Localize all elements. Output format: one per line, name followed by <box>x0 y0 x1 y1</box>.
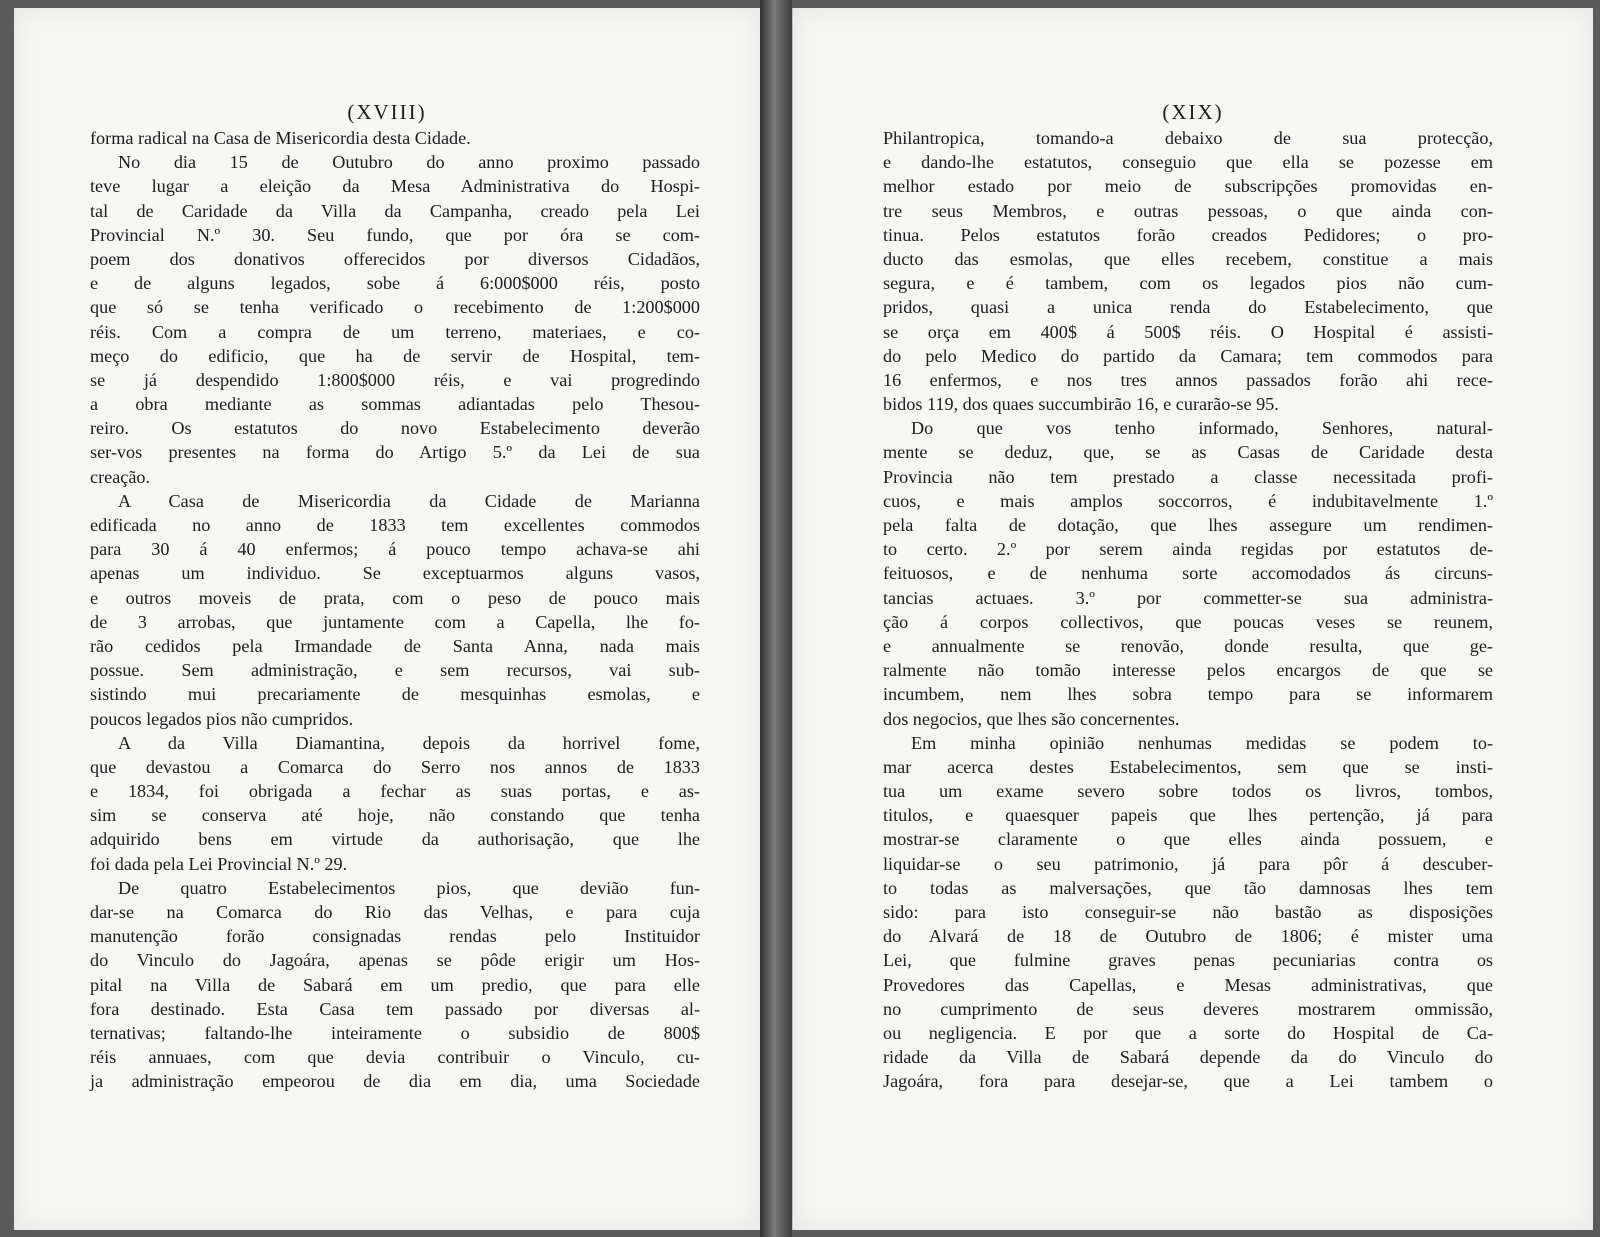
text-line: Philantropica, tomando-a debaixo de sua protecção, <box>883 128 1493 148</box>
text-line: ja administração empeorou de dia em dia, uma Sociedade <box>90 1071 700 1092</box>
text-line: a obra mediante as sommas adiantadas pelo Thesou- <box>90 394 700 415</box>
text-line: fora destinado. Esta Casa tem passado por diversas al- <box>90 998 700 1019</box>
text-line: sistindo mui precariamente de mesquinhas esmolas, e <box>90 684 700 705</box>
text-line: ridade da Villa de Sabará depende da do Vinculo do <box>883 1047 1493 1068</box>
text-line: do Vinculo do Jagoára, apenas se pôde erigir um Hos- <box>90 950 700 971</box>
text-line: réis annuaes, com que devia contribuir o Vinculo, cu- <box>90 1047 700 1068</box>
text-line: e 1834, foi obrigada a fechar as suas portas, e as- <box>90 781 700 802</box>
text-line: rão cedidos pela Irmandade de Santa Anna, nada mais <box>90 635 700 656</box>
text-line: Provincial N.º 30. Seu fundo, que por óra se com- <box>90 224 700 245</box>
text-line: ser-vos presentes na forma do Artigo 5.º da Lei de sua <box>90 442 700 463</box>
text-line: mente se deduz, que, se as Casas de Caridade desta <box>883 442 1493 463</box>
text-line: manutenção forão consignadas rendas pelo Instituidor <box>90 926 700 947</box>
text-line: edificada no anno de 1833 tem excellentes commodos <box>90 515 700 535</box>
text-line: mostrar-se claramente o que elles ainda possuem, e <box>883 829 1493 850</box>
text-line: e annualmente se renovão, donde resulta, que ge- <box>883 635 1493 656</box>
text-line: Jagoára, fora para desejar-se, que a Lei tambem o <box>883 1071 1493 1092</box>
text-line: de 3 arrobas, que juntamente com a Capella, lhe fo- <box>90 611 700 632</box>
text-line: bidos 119, dos quaes succumbirão 16, e curarão-se 95. <box>883 394 1279 415</box>
text-line: Provincia não tem prestado a classe necessitada profi- <box>883 466 1493 487</box>
text-line: e dando-lhe estatutos, conseguio que ella se pozesse em <box>883 152 1493 173</box>
text-line: ralmente não tomão interesse pelos encargos de que se <box>883 660 1493 681</box>
text-line: segura, e é tambem, com os legados pios não cum- <box>883 273 1493 294</box>
text-line: mar acerca destes Estabelecimentos, sem que se insti- <box>883 756 1493 777</box>
text-line: tinua. Pelos estatutos forão creados Pedidores; o pro- <box>883 224 1493 245</box>
page-number-left: (XVIII) <box>347 100 427 124</box>
text-line: ternativas; faltando-lhe inteiramente o subsidio de 800$ <box>90 1022 700 1043</box>
text-line: ção á corpos collectivos, que poucas veses se reunem, <box>883 611 1493 632</box>
text-line: Em minha opinião nenhumas medidas se podem to- <box>911 732 1493 753</box>
text-line: se orça em 400$ á 500$ réis. O Hospital é assisti- <box>883 321 1493 342</box>
text-line: incumbem, nem lhes sobra tempo para se informarem <box>883 684 1493 705</box>
text-line: dos negocios, que lhes são concernentes. <box>883 708 1180 729</box>
text-line: Lei, que fulmine graves penas pecuniarias contra os <box>883 950 1493 971</box>
text-line: to certo. 2.º por serem ainda regidas por estatutos de- <box>883 539 1493 560</box>
right-page-body <box>883 126 1493 1094</box>
text-line: e outros moveis de prata, com o peso de pouco mais <box>90 587 700 608</box>
text-line: Provedores das Capellas, e Mesas administrativas, que <box>883 974 1493 995</box>
book-gutter <box>760 0 792 1237</box>
text-line: possue. Sem administração, e sem recursos, vai sub- <box>90 660 700 681</box>
text-line: que só se tenha verificado o recebimento de 1:200$000 <box>90 297 700 318</box>
text-line: teve lugar a eleição da Mesa Administrativa do Hospi- <box>90 176 700 197</box>
text-line: do pelo Medico do partido da Camara; tem commodos para <box>883 345 1493 366</box>
right-page <box>792 8 1593 1230</box>
text-line: do Alvará de 18 de Outubro de 1806; é mister uma <box>883 926 1493 947</box>
text-line: adquirido bens em virtude da authorisação, que lhe <box>90 829 700 850</box>
text-line: No dia 15 de Outubro do anno proximo passado <box>118 152 700 173</box>
text-line: creação. <box>90 466 151 487</box>
text-line: 16 enfermos, e nos tres annos passados forão ahi rece- <box>883 369 1493 390</box>
text-line: ducto das esmolas, que elles recebem, constitue a mais <box>883 248 1493 269</box>
text-line: tre seus Membros, e outras pessoas, o que ainda con- <box>883 200 1493 221</box>
text-line: apenas um individuo. Se exceptuarmos alguns vasos, <box>90 563 700 584</box>
text-line: melhor estado por meio de subscripções promovidas en- <box>883 176 1493 197</box>
text-line: tua um exame severo sobre todos os livros, tombos, <box>883 781 1493 802</box>
text-line: to todas as malversações, que tão damnosas lhes tem <box>883 877 1493 898</box>
text-line: titulos, e quaesquer papeis que lhes pertenção, já para <box>883 805 1493 826</box>
left-page-body <box>90 126 700 1094</box>
text-line: pridos, quasi a unica renda do Estabelecimento, que <box>883 297 1493 318</box>
text-line: De quatro Estabelecimentos pios, que devião fun- <box>118 877 700 898</box>
text-line: réis. Com a compra de um terreno, materiaes, e co- <box>90 321 700 342</box>
text-line: reiro. Os estatutos do novo Estabelecimento deverão <box>90 418 700 439</box>
text-line: foi dada pela Lei Provincial N.º 29. <box>90 853 348 874</box>
text-line: Do que vos tenho informado, Senhores, natural- <box>911 418 1493 439</box>
text-line: que devastou a Comarca do Serro nos annos de 1833 <box>90 756 700 777</box>
text-line: poucos legados pios não cumpridos. <box>90 708 354 729</box>
text-line: meço do edificio, que ha de servir de Hospital, tem- <box>90 345 700 366</box>
text-line: e de alguns legados, sobe á 6:000$000 réis, posto <box>90 273 700 294</box>
text-line: pela falta de dotação, que lhes assegure um rendimen- <box>883 515 1493 535</box>
text-line: A Casa de Misericordia da Cidade de Marianna <box>118 490 700 511</box>
text-line: dar-se na Comarca do Rio das Velhas, e para cuja <box>90 902 700 922</box>
text-line: sido: para isto conseguir-se não bastão as disposições <box>883 902 1493 922</box>
text-line: para 30 á 40 enfermos; á pouco tempo achava-se ahi <box>90 539 700 560</box>
text-line: sim se conserva até hoje, não constando que tenha <box>90 805 700 826</box>
left-page <box>14 8 761 1230</box>
text-line: poem dos donativos offerecidos por diversos Cidadãos, <box>90 248 700 269</box>
text-line: forma radical na Casa de Misericordia desta Cidade. <box>90 128 471 148</box>
text-line: tal de Caridade da Villa da Campanha, creado pela Lei <box>90 200 700 221</box>
page-number-right: (XIX) <box>1162 100 1224 124</box>
text-line: tancias actuaes. 3.º por commetter-se sua administra- <box>883 587 1493 608</box>
text-line: ou negligencia. E por que a sorte do Hospital de Ca- <box>883 1022 1493 1043</box>
text-line: se já despendido 1:800$000 réis, e vai progredindo <box>90 369 700 390</box>
text-line: feituosos, e de nenhuma sorte accomodados ás circuns- <box>883 563 1493 584</box>
text-line: liquidar-se o seu patrimonio, já para pôr á descuber- <box>883 853 1493 874</box>
text-line: no cumprimento de seus deveres mostrarem ommissão, <box>883 998 1493 1019</box>
text-line: cuos, e mais amplos soccorros, é indubitavelmente 1.º <box>883 490 1493 511</box>
text-line: A da Villa Diamantina, depois da horrivel fome, <box>118 732 700 753</box>
text-line: pital na Villa de Sabará em um predio, que para elle <box>90 974 700 995</box>
